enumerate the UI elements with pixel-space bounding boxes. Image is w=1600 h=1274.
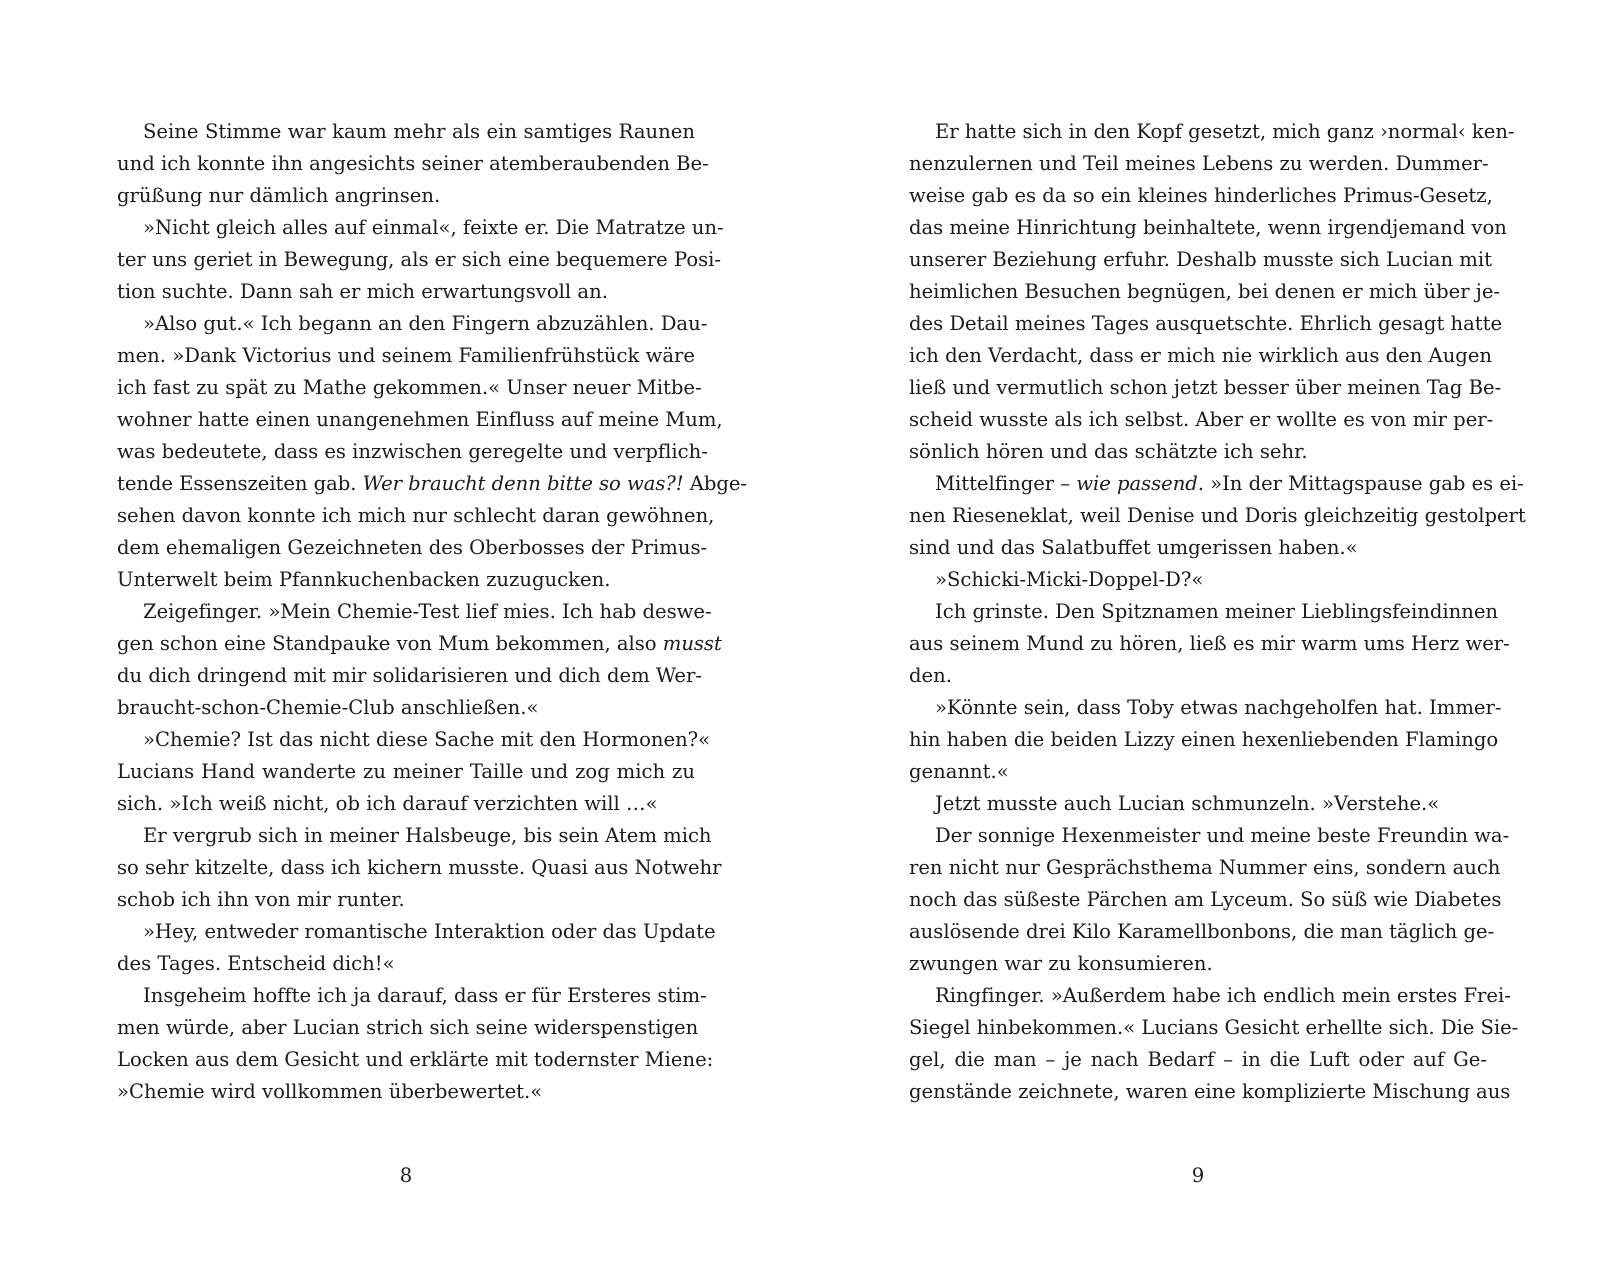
text-line — [909, 116, 1515, 148]
text-segment: Seine Stimme war kaum mehr als ein samtiges Raunen — [143, 120, 695, 143]
text-line — [117, 1012, 699, 1044]
text-segment: sehen davon konnte ich mich nur schlecht daran gewöhnen, — [117, 504, 715, 527]
text-segment: zwungen war zu konsumieren. — [909, 952, 1213, 975]
text-segment: Jetzt musste auch Lucian schmunzeln. »Verstehe.« — [935, 792, 1440, 815]
text-line — [909, 852, 1501, 884]
text-line — [117, 884, 695, 916]
left-page-text — [117, 116, 747, 1108]
text-line — [117, 148, 709, 180]
text-line — [117, 340, 695, 372]
italic-text: musst — [662, 632, 722, 655]
text-segment: ren nicht nur Gesprächsthema Nummer eins, sondern auch — [909, 856, 1501, 879]
text-segment: »Könnte sein, dass Toby etwas nachgeholfen hat. Immer- — [935, 696, 1502, 719]
text-segment: gel, die man – je nach Bedarf – in die Luft oder auf Ge- — [909, 1048, 1487, 1071]
text-segment: scheid wusste als ich selbst. Aber er wollte es von mir per- — [909, 408, 1494, 431]
text-segment: des Detail meines Tages ausquetschte. Ehrlich gesagt hatte — [909, 312, 1503, 335]
text-line — [117, 436, 708, 468]
text-segment: wohner hatte einen unangenehmen Einfluss auf meine Mum, — [117, 408, 723, 431]
text-segment: Siegel hinbekommen.« Lucians Gesicht erhellte sich. Die Sie- — [909, 1016, 1519, 1039]
text-line — [117, 756, 695, 788]
text-line — [909, 340, 1493, 372]
text-line — [117, 948, 695, 980]
italic-text: Wer braucht denn bitte so was?! — [362, 472, 684, 495]
text-line — [117, 820, 712, 852]
text-segment: Zeigefinger. »Mein Chemie-Test lief mies. Ich hab deswe- — [143, 600, 712, 623]
text-segment: braucht-schon-Chemie-Club anschließen.« — [117, 696, 539, 719]
text-segment: ich fast zu spät zu Mathe gekommen.« Unser neuer Mitbe- — [117, 376, 702, 399]
text-segment: Er hatte sich in den Kopf gesetzt, mich ganz ›normal‹ ken- — [935, 120, 1515, 143]
text-segment: und ich konnte ihn angesichts seiner atemberaubenden Be- — [117, 152, 709, 175]
right-page-text — [909, 116, 1526, 1108]
text-line — [909, 276, 1501, 308]
text-line — [117, 980, 707, 1012]
text-line — [909, 212, 1507, 244]
text-line — [117, 628, 722, 660]
text-line — [117, 372, 702, 404]
text-line — [909, 596, 1499, 628]
text-segment: Locken aus dem Gesicht und erklärte mit todernster Miene: — [117, 1048, 714, 1071]
text-segment: noch das süßeste Pärchen am Lyceum. So süß wie Diabetes — [909, 888, 1502, 911]
text-line — [909, 628, 1510, 660]
text-line — [117, 724, 711, 756]
text-segment: nenzulernen und Teil meines Lebens zu werden. Dummer- — [909, 152, 1489, 175]
text-line — [909, 372, 1502, 404]
text-segment: ließ und vermutlich schon jetzt besser über meinen Tag Be- — [909, 376, 1502, 399]
text-line — [117, 308, 708, 340]
text-segment: »Chemie wird vollkommen überbewertet.« — [117, 1080, 543, 1103]
text-line — [909, 180, 1493, 212]
text-segment: ter uns geriet in Bewegung, als er sich eine bequemere Posi- — [117, 248, 721, 271]
text-segment: weise gab es da so ein kleines hinderliches Primus-Gesetz, — [909, 184, 1493, 207]
text-segment: grüßung nur dämlich angrinsen. — [117, 184, 441, 207]
text-line — [117, 212, 724, 244]
text-segment: des Tages. Entscheid dich!« — [117, 952, 395, 975]
text-line — [117, 660, 702, 692]
text-line — [909, 404, 1494, 436]
text-line — [909, 532, 1487, 564]
text-segment: »Schicki-Micki-Doppel-D?« — [935, 568, 1204, 591]
text-segment: dem ehemaligen Gezeichneten des Oberbosses der Primus- — [117, 536, 708, 559]
text-segment: auslösende drei Kilo Karamellbonbons, die man täglich ge- — [909, 920, 1495, 943]
text-line — [117, 1076, 695, 1108]
text-line — [909, 660, 1487, 692]
text-line — [117, 916, 716, 948]
text-line — [909, 820, 1510, 852]
text-segment: genstände zeichnete, waren eine komplizierte Mischung aus — [909, 1080, 1511, 1103]
text-segment: »Also gut.« Ich begann an den Fingern abzuzählen. Dau- — [143, 312, 708, 335]
text-line — [909, 1076, 1511, 1108]
text-segment: den. — [909, 664, 952, 687]
text-line — [909, 500, 1526, 532]
text-line — [909, 468, 1524, 500]
text-segment: Lucians Hand wanderte zu meiner Taille und zog mich zu — [117, 760, 695, 783]
text-line — [117, 404, 723, 436]
text-line — [909, 724, 1499, 756]
text-line — [117, 180, 695, 212]
text-segment: das meine Hinrichtung beinhaltete, wenn irgendjemand von — [909, 216, 1507, 239]
text-segment: heimlichen Besuchen begnügen, bei denen er mich über je- — [909, 280, 1501, 303]
text-line — [117, 692, 695, 724]
text-segment: men. »Dank Victorius und seinem Familienfrühstück wäre — [117, 344, 695, 367]
text-line — [909, 1012, 1519, 1044]
text-segment: Der sonnige Hexenmeister und meine beste Freundin wa- — [935, 824, 1510, 847]
text-line — [117, 244, 721, 276]
text-line — [117, 468, 747, 500]
text-segment: »Nicht gleich alles auf einmal«, feixte er. Die Matratze un- — [143, 216, 724, 239]
text-line — [909, 564, 1487, 596]
text-segment: sind und das Salatbuffet umgerissen haben.« — [909, 536, 1358, 559]
text-line — [117, 276, 695, 308]
text-segment: Er vergrub sich in meiner Halsbeuge, bis sein Atem mich — [143, 824, 712, 847]
italic-text: wie passend. — [1076, 472, 1204, 495]
text-line — [117, 500, 715, 532]
text-segment: men würde, aber Lucian strich sich seine widerspenstigen — [117, 1016, 699, 1039]
text-segment: »Hey, entweder romantische Interaktion oder das Update — [143, 920, 716, 943]
text-segment: nen Rieseneklat, weil Denise und Doris gleichzeitig gestolpert — [909, 504, 1526, 527]
text-segment: gen schon eine Standpauke von Mum bekommen, also — [117, 632, 663, 655]
text-line — [909, 980, 1511, 1012]
text-segment: schob ich ihn von mir runter. — [117, 888, 405, 911]
text-segment: Mittelfinger – — [935, 472, 1077, 495]
text-line — [117, 788, 695, 820]
page-number-right: 9 — [1191, 1164, 1205, 1187]
text-line — [909, 692, 1502, 724]
text-line — [909, 948, 1487, 980]
text-segment: sich. »Ich weiß nicht, ob ich darauf verzichten will …« — [117, 792, 658, 815]
text-line — [909, 788, 1487, 820]
text-line — [909, 1044, 1487, 1076]
text-line — [117, 1044, 714, 1076]
text-line — [117, 116, 695, 148]
text-segment: tion suchte. Dann sah er mich erwartungsvoll an. — [117, 280, 608, 303]
text-line — [909, 916, 1495, 948]
text-line — [909, 308, 1503, 340]
text-segment: du dich dringend mit mir solidarisieren und dich dem Wer- — [117, 664, 702, 687]
text-line — [117, 596, 712, 628]
text-segment: »In der Mittagspause gab es ei- — [1203, 472, 1524, 495]
text-segment: Insgeheim hoffte ich ja darauf, dass er für Ersteres stim- — [143, 984, 707, 1007]
text-segment: Ich grinste. Den Spitznamen meiner Lieblingsfeindinnen — [935, 600, 1499, 623]
text-segment: ich den Verdacht, dass er mich nie wirklich aus den Augen — [909, 344, 1493, 367]
text-segment: Ringfinger. »Außerdem habe ich endlich mein erstes Frei- — [935, 984, 1511, 1007]
text-segment: Unterwelt beim Pfannkuchenbacken zuzugucken. — [117, 568, 611, 591]
page-number-left: 8 — [399, 1164, 413, 1187]
text-line — [909, 148, 1487, 180]
text-line — [117, 852, 722, 884]
text-segment: sönlich hören und das schätzte ich sehr. — [909, 440, 1308, 463]
text-line — [909, 756, 1487, 788]
text-segment: »Chemie? Ist das nicht diese Sache mit den Hormonen?« — [143, 728, 711, 751]
text-segment: was bedeutete, dass es inzwischen geregelte und verpflich- — [117, 440, 708, 463]
text-segment: aus seinem Mund zu hören, ließ es mir warm ums Herz wer- — [909, 632, 1510, 655]
text-segment: unserer Beziehung erfuhr. Deshalb musste sich Lucian mit — [909, 248, 1493, 271]
text-segment: tende Essenszeiten gab. — [117, 472, 363, 495]
text-segment: genannt.« — [909, 760, 1009, 783]
text-segment: hin haben die beiden Lizzy einen hexenliebenden Flamingo — [909, 728, 1499, 751]
text-line — [909, 244, 1493, 276]
text-line — [909, 884, 1502, 916]
text-line — [117, 532, 708, 564]
text-line — [909, 436, 1487, 468]
text-line — [117, 564, 695, 596]
text-segment: so sehr kitzelte, dass ich kichern musste. Quasi aus Notwehr — [117, 856, 722, 879]
text-segment: Abge- — [683, 472, 747, 495]
